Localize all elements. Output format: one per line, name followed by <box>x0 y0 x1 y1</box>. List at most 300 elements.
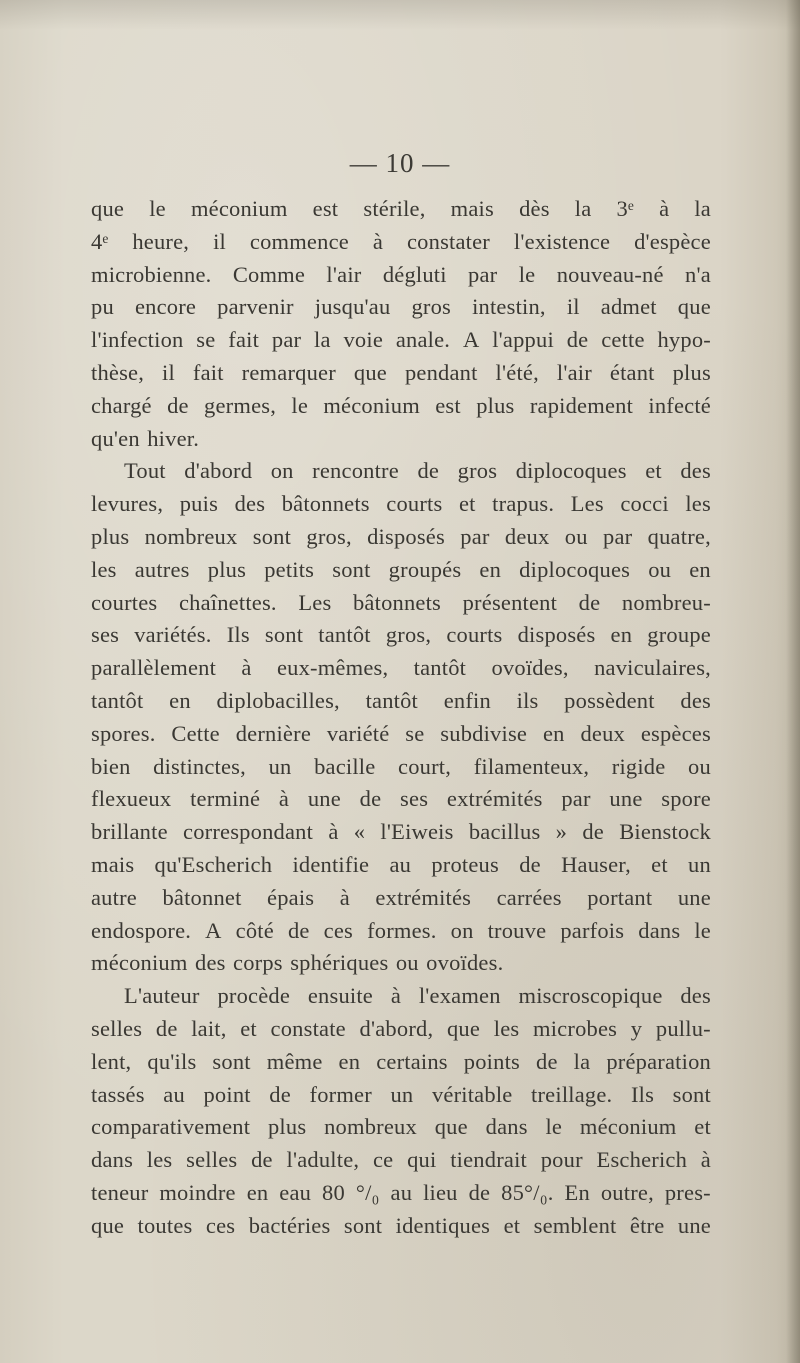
word: variété <box>326 720 390 746</box>
word: Escherich <box>596 1147 688 1173</box>
text-line <box>91 1046 711 1079</box>
word: naviculaires, <box>594 655 711 681</box>
word: disposés <box>367 523 445 549</box>
word: nouveau-né <box>556 261 664 287</box>
word: à <box>339 884 350 910</box>
text-line <box>91 488 711 521</box>
word: d'abord <box>184 458 253 484</box>
word: extrémités <box>375 884 472 910</box>
word: germes, <box>204 392 277 418</box>
word: nombreux <box>144 523 238 549</box>
word: un <box>688 851 711 877</box>
word: voie <box>343 327 384 353</box>
word: à <box>659 196 670 221</box>
word: constate <box>270 1015 346 1041</box>
word: A <box>205 917 222 943</box>
word: identifie <box>292 851 370 877</box>
text-line <box>91 718 711 751</box>
word: diplocoques <box>515 458 627 484</box>
word: brillante <box>91 819 168 845</box>
word: hiver. <box>147 425 200 451</box>
word: il <box>162 359 175 385</box>
word: en <box>338 1048 361 1074</box>
word: bien <box>91 753 131 779</box>
word: sont <box>343 1212 383 1238</box>
word: et <box>694 1114 711 1140</box>
word: ces <box>323 917 354 943</box>
word: l'air <box>556 359 592 385</box>
word: par <box>561 786 591 812</box>
word: constater <box>406 228 490 254</box>
word: l'Eiweis <box>380 819 454 845</box>
text-line <box>91 554 711 587</box>
word: ensuite <box>307 983 373 1009</box>
word: parfois <box>560 917 625 943</box>
word: mais <box>91 851 135 877</box>
word: méconium <box>91 950 188 976</box>
word: diplobacilles, <box>216 687 340 713</box>
word: l'appui <box>492 327 554 353</box>
word: que <box>446 1015 481 1041</box>
word: points <box>463 1048 520 1074</box>
word: cette <box>601 327 645 353</box>
word: Les <box>570 491 604 517</box>
word: tantôt <box>91 687 144 713</box>
word: point <box>203 1081 251 1107</box>
word: tassés <box>91 1081 145 1107</box>
word: véritable <box>431 1081 513 1107</box>
word: au <box>389 851 412 877</box>
word: pu <box>91 294 114 320</box>
word: Ils <box>226 622 250 648</box>
text-line <box>91 652 711 685</box>
word: les <box>685 491 711 517</box>
word: de <box>519 851 541 877</box>
word: en <box>169 687 191 713</box>
word: on <box>270 458 294 484</box>
word: se <box>196 327 216 353</box>
text-line <box>91 259 711 292</box>
word: être <box>629 1212 665 1238</box>
word: de <box>155 1015 178 1041</box>
word: autre <box>91 884 137 910</box>
text-line <box>91 751 711 784</box>
word: l'infection <box>91 327 184 353</box>
word: trouve <box>487 917 547 943</box>
word: identiques <box>395 1212 491 1238</box>
word: eau <box>279 1179 312 1205</box>
body-text <box>91 193 711 1243</box>
text-line <box>91 193 711 226</box>
word: spores. <box>91 720 156 746</box>
word: de <box>582 819 604 845</box>
word: de <box>417 458 440 484</box>
word: groupés <box>388 556 462 582</box>
word: disposés <box>517 622 596 648</box>
word: courts <box>386 491 443 517</box>
word: selles <box>186 1147 238 1173</box>
word: le <box>694 917 711 943</box>
word: de <box>359 786 382 812</box>
word: mais <box>450 196 494 221</box>
word: de <box>287 917 310 943</box>
word: 85°/₀. <box>501 1179 554 1205</box>
word: remarquer <box>241 359 336 385</box>
word: qu'en <box>91 425 140 451</box>
word: chargé <box>91 392 152 418</box>
word: carrées <box>496 884 562 910</box>
word: épais <box>267 884 315 910</box>
word: Les <box>298 589 332 615</box>
word: ses <box>91 622 120 648</box>
word: sont <box>264 622 304 648</box>
word: microbes <box>533 1015 618 1041</box>
text-line <box>91 1177 711 1210</box>
word: courtes <box>91 589 158 615</box>
text-line <box>91 1144 711 1177</box>
word: Tout <box>124 458 166 484</box>
word: Hauser, <box>561 851 631 877</box>
word: et <box>651 851 668 877</box>
word: rencontre <box>312 458 399 484</box>
word: 3ᵉ <box>616 196 634 221</box>
word: et <box>645 458 662 484</box>
word: corps <box>233 950 283 976</box>
word: y <box>630 1015 643 1041</box>
word: de <box>251 1147 273 1173</box>
text-line <box>91 455 711 488</box>
word: distinctes, <box>153 753 246 779</box>
word: bactéries <box>248 1212 331 1238</box>
word: à <box>278 786 290 812</box>
word: encore <box>134 294 197 320</box>
word: proteus <box>431 851 499 877</box>
word: en <box>479 556 502 582</box>
word: pour <box>540 1147 583 1173</box>
word: sont <box>252 523 292 549</box>
text-line <box>91 521 711 554</box>
word: les <box>146 1147 173 1173</box>
word: méconium <box>323 392 420 418</box>
word: en <box>689 556 711 582</box>
word: et <box>240 1015 257 1041</box>
word: un <box>390 1081 414 1107</box>
word: correspondant <box>183 819 314 845</box>
word: puis <box>179 491 219 517</box>
word: tantôt <box>413 655 467 681</box>
word: ou <box>688 753 711 779</box>
word: microbienne. <box>91 261 212 287</box>
word: méconium <box>190 196 288 221</box>
word: n'a <box>685 261 711 287</box>
word: Cette <box>171 720 220 746</box>
word: est <box>435 392 461 418</box>
word: méconium <box>579 1114 677 1140</box>
text-line <box>91 849 711 882</box>
word: l'existence <box>513 228 611 254</box>
word: gros <box>411 294 452 320</box>
word: la <box>573 1048 591 1074</box>
word: toutes <box>137 1212 193 1238</box>
text-line <box>91 980 711 1013</box>
word: moindre <box>159 1179 236 1205</box>
word: admet <box>600 294 657 320</box>
word: parvenir <box>217 294 294 320</box>
word: un <box>268 753 292 779</box>
word: chaînettes. <box>178 589 277 615</box>
word: des <box>195 950 226 976</box>
word: une <box>609 786 643 812</box>
word: ces <box>205 1212 236 1238</box>
word: portant <box>587 884 653 910</box>
word: hypo- <box>657 327 711 353</box>
word: thèse, <box>91 359 145 385</box>
word: le <box>291 392 309 418</box>
word: sont <box>332 556 371 582</box>
word: jusqu'au <box>314 294 391 320</box>
word: en <box>610 622 633 648</box>
text-line <box>91 1210 711 1243</box>
word: autres <box>134 556 190 582</box>
word: stérile, <box>363 196 426 221</box>
word: la <box>574 196 592 221</box>
word: de <box>167 392 189 418</box>
text-line <box>91 816 711 849</box>
word: en <box>246 1179 269 1205</box>
word: selles <box>91 1015 143 1041</box>
word: 80 <box>322 1179 345 1205</box>
word: plus <box>267 1114 307 1140</box>
word: semblent <box>533 1212 617 1238</box>
word: au <box>163 1081 185 1107</box>
word: spore <box>661 786 711 812</box>
text-line <box>91 685 711 718</box>
word: à <box>328 819 339 845</box>
word: que <box>434 1114 468 1140</box>
word: il <box>566 294 580 320</box>
word: petits <box>264 556 315 582</box>
word: pres- <box>664 1179 711 1205</box>
word: fait <box>192 359 224 385</box>
text-line <box>91 1111 711 1144</box>
word: °/₀ <box>355 1179 380 1205</box>
word: dans <box>638 917 681 943</box>
word: terminé <box>190 786 261 812</box>
word: par <box>460 523 490 549</box>
word: » <box>555 819 568 845</box>
word: quatre, <box>647 523 711 549</box>
word: levures, <box>91 491 164 517</box>
text-line <box>91 882 711 915</box>
word: tantôt <box>318 622 371 648</box>
text-line <box>91 783 711 816</box>
word: dans <box>91 1147 134 1173</box>
word: et <box>503 1212 521 1238</box>
word: le <box>545 1114 563 1140</box>
word: plus <box>476 392 515 418</box>
word: l'air <box>326 261 362 287</box>
word: En <box>564 1179 590 1205</box>
word: les <box>493 1015 520 1041</box>
word: que <box>353 359 387 385</box>
word: dans <box>485 1114 528 1140</box>
word: sphériques <box>290 950 389 976</box>
word: ovoïdes, <box>491 655 569 681</box>
word: qu'ils <box>147 1048 197 1074</box>
word: d'espèce <box>634 228 711 254</box>
word: l'examen <box>418 983 501 1009</box>
word: à <box>390 983 401 1009</box>
word: ou <box>395 950 419 976</box>
word: extrémités <box>446 786 543 812</box>
word: des <box>234 491 266 517</box>
text-line <box>91 357 711 390</box>
word: qui <box>407 1147 437 1173</box>
word: ses <box>400 786 429 812</box>
word: de <box>536 1048 558 1074</box>
word: au <box>390 1179 413 1205</box>
word: des <box>680 983 711 1009</box>
word: comparativement <box>91 1114 251 1140</box>
word: sont <box>212 1048 251 1074</box>
word: eux-mêmes, <box>276 655 389 681</box>
word: par <box>271 327 302 353</box>
word: infecté <box>648 392 711 418</box>
text-line <box>91 619 711 652</box>
word: de <box>468 1179 491 1205</box>
word: bacillus <box>468 819 541 845</box>
word: à <box>241 655 252 681</box>
word: se <box>405 720 425 746</box>
text-line <box>91 324 711 357</box>
word: des <box>680 458 711 484</box>
word: fait <box>228 327 260 353</box>
word: miscroscopique <box>518 983 663 1009</box>
text-line <box>91 291 711 324</box>
word: intestin, <box>472 294 546 320</box>
word: une <box>307 786 341 812</box>
word: bâtonnet <box>162 884 242 910</box>
word: nombreu- <box>621 589 711 615</box>
word: flexueux <box>91 786 172 812</box>
text-line <box>91 423 711 456</box>
word: deux <box>504 523 550 549</box>
word: rapidement <box>529 392 634 418</box>
text-line <box>91 1013 711 1046</box>
word: il <box>213 228 226 254</box>
word: espèces <box>640 720 711 746</box>
word: à <box>700 1147 711 1173</box>
word: ou <box>564 523 588 549</box>
word: parallèlement <box>91 655 217 681</box>
word: nombreux <box>324 1114 417 1140</box>
word: gros, <box>306 523 352 549</box>
word: la <box>314 327 331 353</box>
word: court, <box>398 753 452 779</box>
word: de <box>566 327 589 353</box>
word: une <box>677 1212 711 1238</box>
word: dès <box>519 196 550 221</box>
word: on <box>450 917 474 943</box>
word: ou <box>648 556 672 582</box>
word: cocci <box>620 491 669 517</box>
word: L'auteur <box>124 983 200 1009</box>
word: d'abord, <box>359 1015 434 1041</box>
word: dernière <box>235 720 311 746</box>
word: en <box>542 720 565 746</box>
word: bacille <box>314 753 376 779</box>
word: que <box>91 1212 125 1238</box>
page-number: — 10 — <box>349 148 451 178</box>
word: heure, <box>132 228 190 254</box>
page-binding-shadow <box>786 0 800 1363</box>
word: formes. <box>367 917 437 943</box>
word: des <box>680 687 711 713</box>
word: le <box>149 196 166 221</box>
word: qu'Escherich <box>154 851 273 877</box>
word: ovoïdes. <box>426 950 504 976</box>
word: 4ᵉ <box>91 228 109 254</box>
word: endospore. <box>91 917 192 943</box>
word: dégluti <box>382 261 447 287</box>
word: lieu <box>423 1179 458 1205</box>
word: pendant <box>404 359 478 385</box>
word: procède <box>217 983 291 1009</box>
word: pullu- <box>655 1015 711 1041</box>
text-line <box>91 390 711 423</box>
word: lait, <box>191 1015 227 1041</box>
word: ce <box>372 1147 394 1173</box>
word: Bienstock <box>619 819 711 845</box>
word: A <box>462 327 480 353</box>
word: teneur <box>91 1179 149 1205</box>
text-line <box>91 587 711 620</box>
word: la <box>694 196 711 221</box>
word: tantôt <box>365 687 419 713</box>
word: que <box>677 294 711 320</box>
word: ils <box>516 687 539 713</box>
word: possèdent <box>564 687 655 713</box>
word: même <box>266 1048 323 1074</box>
word: treillage. <box>531 1081 613 1107</box>
word: plus <box>91 523 130 549</box>
word: diplocoques <box>519 556 631 582</box>
word: par <box>603 523 633 549</box>
word: que <box>91 196 125 221</box>
text-line <box>91 947 711 980</box>
word: rigide <box>611 753 666 779</box>
word: commence <box>249 228 349 254</box>
word: variétés. <box>134 622 212 648</box>
text-line <box>91 1079 711 1112</box>
word: trapus. <box>492 491 555 517</box>
word: outre, <box>600 1179 654 1205</box>
word: filamenteux, <box>473 753 590 779</box>
text-line <box>91 915 711 948</box>
word: l'adulte, <box>286 1147 360 1173</box>
word: plus <box>672 359 711 385</box>
word: former <box>309 1081 372 1107</box>
word: groupe <box>647 622 711 648</box>
word: Comme <box>232 261 306 287</box>
word: par <box>468 261 498 287</box>
page-top-shadow <box>0 0 800 30</box>
word: anale. <box>395 327 451 353</box>
word: l'été, <box>495 359 539 385</box>
word: courts <box>446 622 503 648</box>
word: bâtonnets <box>352 589 442 615</box>
word: étant <box>609 359 655 385</box>
